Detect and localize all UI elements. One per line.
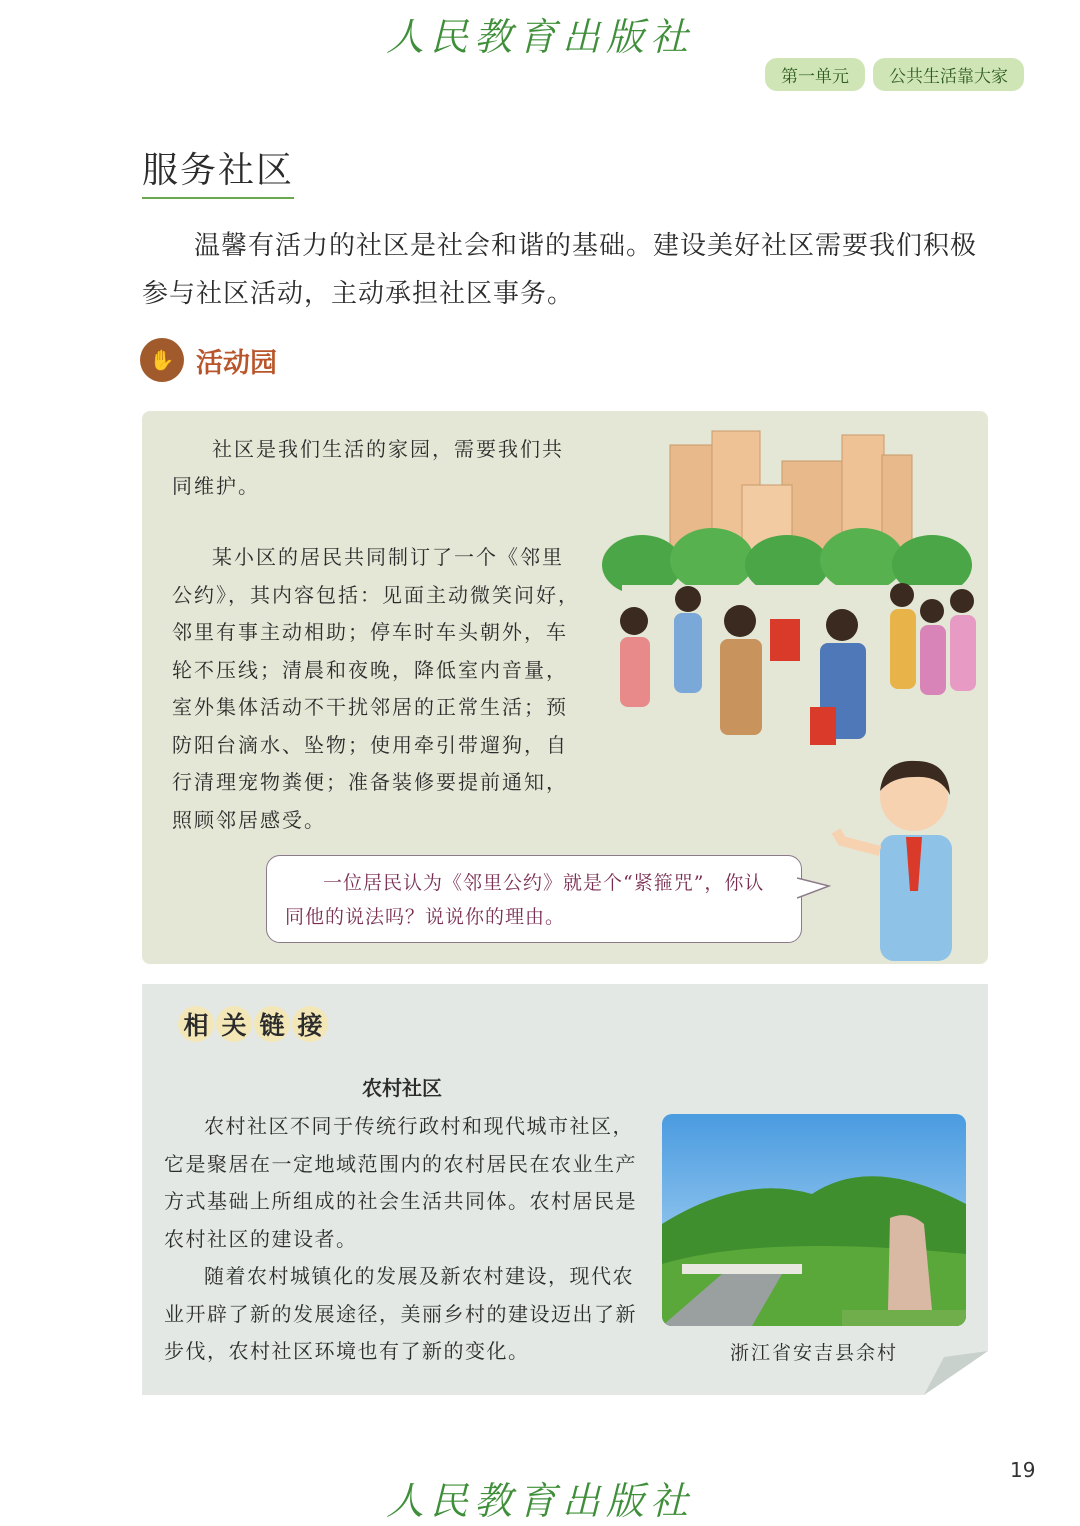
- title-char: 链: [254, 1006, 290, 1042]
- activity-section-title: 活动园: [196, 347, 277, 379]
- unit-tag: 第一单元: [765, 58, 865, 91]
- boy-illustration: [822, 751, 982, 961]
- publisher-watermark-top: 人民教育出版社: [385, 15, 694, 59]
- publisher-watermark-bottom: 人民教育出版社: [385, 1479, 694, 1523]
- question-bubble-text: 一位居民认为《邻里公约》就是个“紧箍咒”，你认同他的说法吗？说说你的理由。: [285, 872, 765, 928]
- hands-icon: ✋: [140, 338, 184, 382]
- bubble-tail: [797, 874, 831, 904]
- activity-box: [142, 411, 988, 964]
- rural-paragraph-1: 农村社区不同于传统行政村和现代城市社区，它是聚居在一定地域范围内的农村居民在农业生产方式基础上所组成的社会生活共同体。农村居民是农村社区的建设者。: [164, 1114, 637, 1251]
- activity-paragraph-1: 社区是我们生活的家园，需要我们共同维护。: [172, 437, 564, 498]
- neighbors-illustration: [602, 425, 982, 755]
- unit-tags: [765, 58, 1024, 91]
- related-link-box: [142, 984, 988, 1395]
- activity-section-header: [140, 338, 277, 382]
- rural-community-heading: 农村社区: [362, 1076, 442, 1100]
- yucun-village-photo: [662, 1114, 966, 1326]
- related-link-title: [178, 1006, 328, 1042]
- title-char: 关: [216, 1006, 252, 1042]
- title-char: 相: [178, 1006, 214, 1042]
- page-fold-corner: [924, 1351, 988, 1395]
- photo-caption: 浙江省安吉县余村: [729, 1342, 898, 1364]
- title-char: 接: [292, 1006, 328, 1042]
- page-title: 服务社区: [142, 142, 294, 199]
- unit-title-tag: 公共生活靠大家: [873, 58, 1024, 91]
- intro-paragraph: 温馨有活力的社区是社会和谐的基础。建设美好社区需要我们积极参与社区活动，主动承担社区事务。: [142, 231, 978, 309]
- rural-community-text: [164, 1108, 648, 1371]
- question-bubble: [266, 855, 802, 943]
- page-number: 19: [1010, 1458, 1036, 1482]
- rural-paragraph-2: 随着农村城镇化的发展及新农村建设，现代农业开辟了新的发展途径，美丽乡村的建设迈出了新步伐，农村社区环境也有了新的变化。: [164, 1264, 637, 1363]
- activity-paragraph-2: 某小区的居民共同制订了一个《邻里公约》，其内容包括：见面主动微笑问好，邻里有事主动相助；停车时车头朝外，车轮不压线；清晨和夜晚，降低室内音量，室外集体活动不干扰邻居的正常生活；预防阳台滴水、坠物；使用牵引带遛狗，自行清理宠物粪便；准备装修要提前通知，照顾邻居感受。: [172, 545, 580, 832]
